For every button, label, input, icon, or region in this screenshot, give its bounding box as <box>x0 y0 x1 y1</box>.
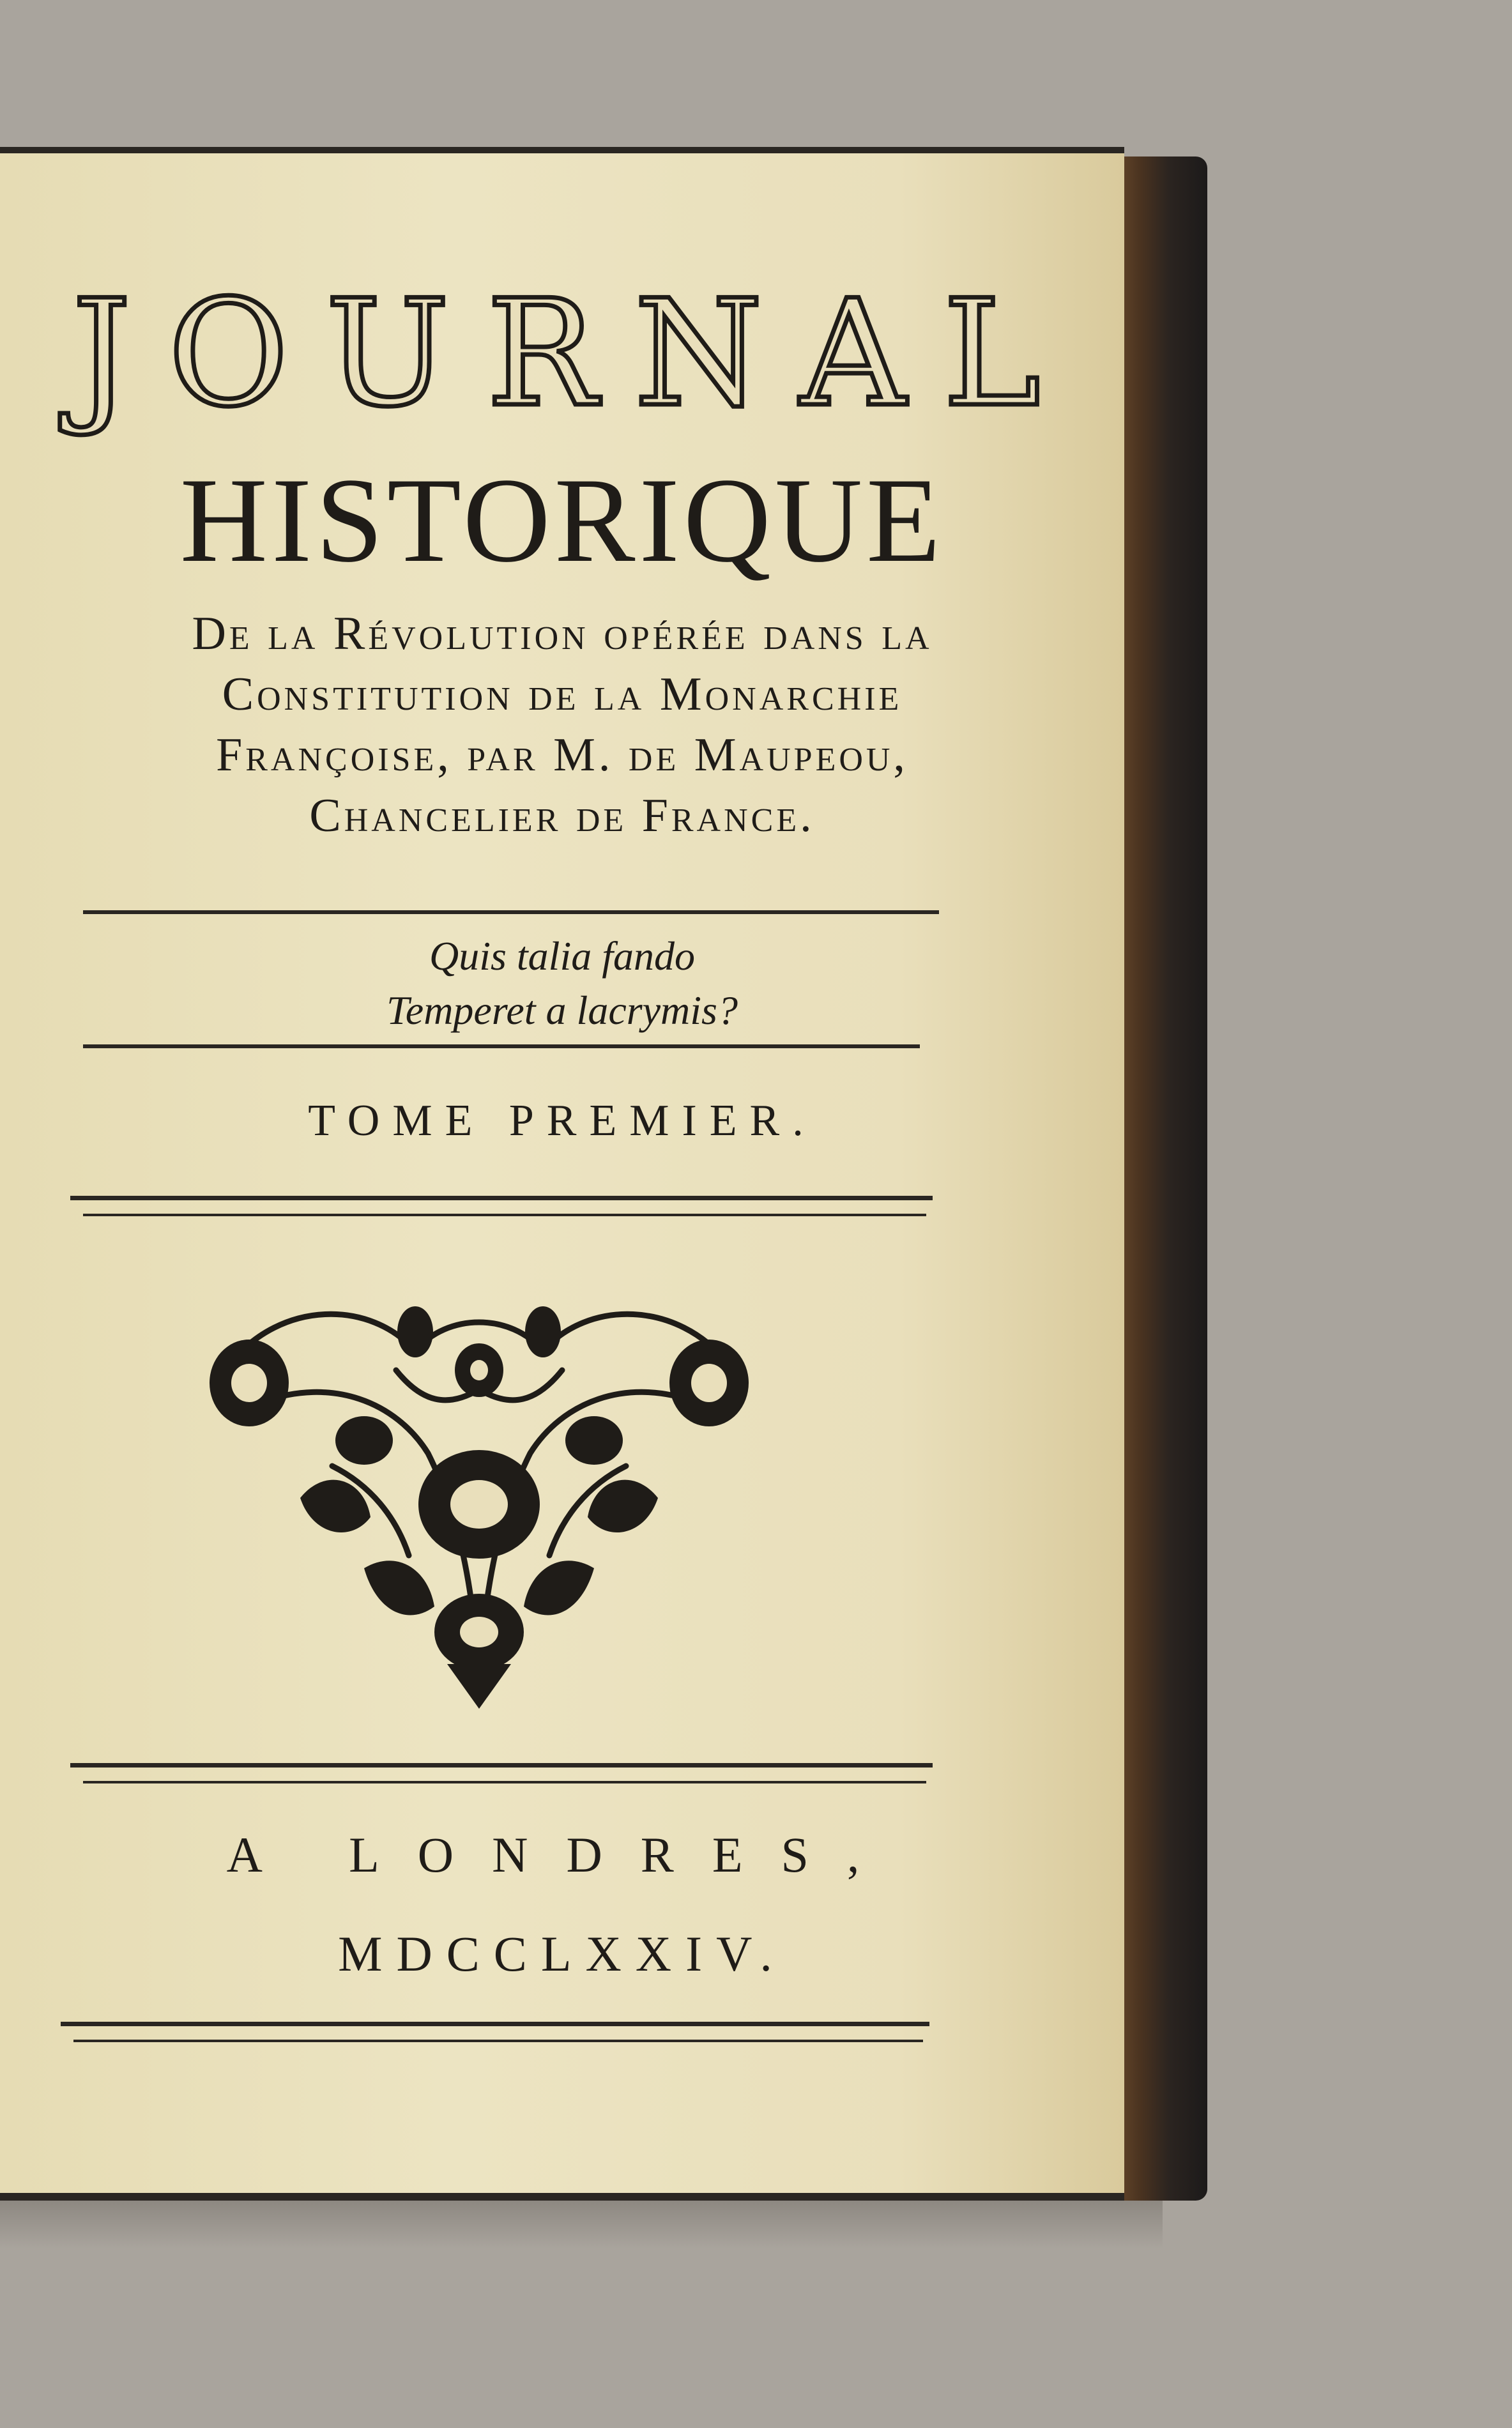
floral-vignette-icon <box>204 1274 754 1709</box>
double-rule-middle-b <box>83 1781 926 1783</box>
double-rule-top-b <box>83 1214 926 1216</box>
subtitle-line-3: Françoise, par M. de Maupeou, <box>216 729 908 781</box>
subtitle-line-2: Constitution de la Monarchie <box>222 668 903 721</box>
imprint-place: A LONDRES, <box>226 1827 898 1882</box>
double-rule-bottom-b <box>73 2040 923 2042</box>
double-rule-middle-a <box>70 1763 933 1768</box>
book-binding-edge <box>1111 157 1207 2201</box>
subtitle-line-1: De la Révolution opérée dans la <box>192 607 933 660</box>
double-rule-bottom-a <box>61 2022 929 2026</box>
motto-line-2: Temperet a lacrymis? <box>386 988 738 1033</box>
double-rule-top-a <box>70 1196 933 1200</box>
imprint-year: MDCCLXXIV. <box>338 1926 786 1981</box>
volume-label: TOME PREMIER. <box>308 1096 816 1145</box>
subtitle-line-4: Chancelier de France. <box>309 790 815 842</box>
title-page <box>0 147 1124 2201</box>
title-historique: HISTORIQUE <box>179 454 945 588</box>
motto-line-1: Quis talia fando <box>429 933 696 979</box>
title-journal: JOURNAL <box>72 269 1078 439</box>
divider-rule-2 <box>83 1044 920 1048</box>
divider-rule-1 <box>83 910 939 914</box>
book-shadow <box>0 2197 1163 2249</box>
